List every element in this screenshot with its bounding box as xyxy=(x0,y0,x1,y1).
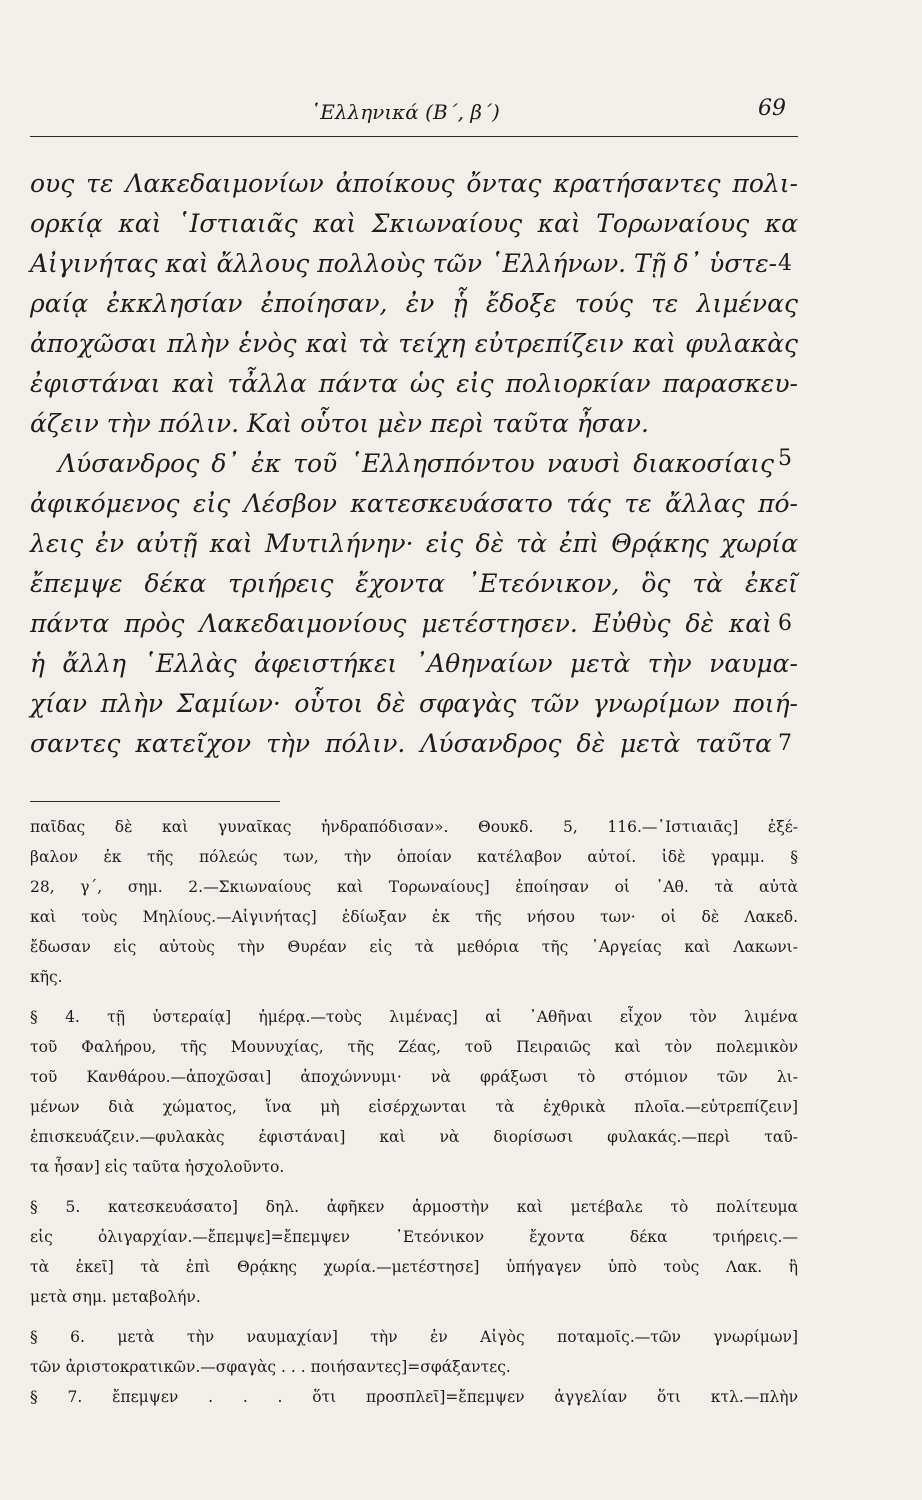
main-text-line: ἔπεμψε δέκα τριήρεις ἔχοντα ᾿Ετεόνικον, ὃς τὰ ἐκεῖ xyxy=(30,569,798,598)
main-text-line: ορκίᾳ καὶ ῾Ιστιαιᾶς καὶ Σκιωναίους καὶ Τορωναίους κα xyxy=(30,209,798,238)
footnote-line: ἐπισκευάζειν.—φυλακὰς ἐφιστάναι] καὶ νὰ διορίσωσι φυλακάς.—περὶ ταῦ- xyxy=(30,1128,798,1146)
section-number: 7 xyxy=(778,731,792,756)
footnote-line: εἰς ὀλιγαρχίαν.—ἔπεμψε]=ἔπεμψεν ᾿Ετεόνικον ἔχοντα δέκα τριήρεις.— xyxy=(30,1228,798,1246)
main-text-line: χίαν πλὴν Σαμίων· οὗτοι δὲ σφαγὰς τῶν γνωρίμων ποιή- xyxy=(30,689,798,718)
section-number: 6 xyxy=(778,611,792,636)
footnote-line: κῆς. xyxy=(30,968,63,986)
footnote-line: καὶ τοὺς Μηλίους.—Αἰγινήτας] ἐδίωξαν ἐκ τῆς νήσου των· οἱ δὲ Λακεδ. xyxy=(30,908,798,926)
main-text-line: ἀποχῶσαι πλὴν ἑνὸς καὶ τὰ τείχη εὐτρεπίζειν καὶ φυλακὰς xyxy=(30,329,798,358)
footnote-line: § 6. μετὰ τὴν ναυμαχίαν] τὴν ἐν Αἰγὸς ποταμοῖς.—τῶν γνωρίμων] xyxy=(30,1328,798,1346)
footnote-line: § 4. τῇ ὑστεραίᾳ] ἡμέρᾳ.—τοὺς λιμένας] αἱ ᾿Αθῆναι εἶχον τὸν λιμένα xyxy=(30,1008,798,1026)
main-text-line: ους τε Λακεδαιμονίων ἀποίκους ὄντας κρατήσαντες πολι- xyxy=(30,169,798,198)
footnote-line: ἔδωσαν εἰς αὐτοὺς τὴν Θυρέαν εἰς τὰ μεθόρια τῆς ᾿Αργείας καὶ Λακωνι- xyxy=(30,938,798,956)
main-text-line: ἡ ἄλλη ῾Ελλὰς ἀφειστήκει ᾿Αθηναίων μετὰ τὴν ναυμα- xyxy=(30,649,798,678)
section-number: 4 xyxy=(778,251,792,276)
footnote-line: § 5. κατεσκευάσατο] δηλ. ἀφῆκεν ἁρμοστὴν καὶ μετέβαλε τὸ πολίτευμα xyxy=(30,1198,798,1216)
main-text-line: σαντες κατεῖχον τὴν πόλιν. Λύσανδρος δὲ μετὰ ταῦτα xyxy=(30,729,772,758)
running-header: ῾Ελληνικά (Β΄, β΄) xyxy=(310,100,500,124)
main-text-line: ραίᾳ ἐκκλησίαν ἐποίησαν, ἐν ᾗ ἔδοξε τούς τε λιμένας xyxy=(30,289,798,318)
footnote-line: μένων διὰ χώματος, ἵνα μὴ εἰσέρχωνται τὰ ἐχθρικὰ πλοῖα.—εὐτρεπίζειν] xyxy=(30,1098,798,1116)
footnote-line: βαλον ἐκ τῆς πόλεώς των, τὴν ὁποίαν κατέλαβον αὐτοί. ἰδὲ γραμμ. § xyxy=(30,848,798,866)
footnote-rule xyxy=(30,801,280,802)
main-text-line: Λύσανδρος δ᾽ ἐκ τοῦ ῾Ελλησπόντου ναυσὶ διακοσίαις xyxy=(58,449,774,478)
footnote-line: τῶν ἀριστοκρατικῶν.—σφαγὰς . . . ποιήσαντες]=σφάξαντες. xyxy=(30,1358,511,1376)
footnote-line: τοῦ Κανθάρου.—ἀποχῶσαι] ἀποχώννυμι· νὰ φράξωσι τὸ στόμιον τῶν λι- xyxy=(30,1068,798,1086)
footnote-line: παῖδας δὲ καὶ γυναῖκας ἠνδραπόδισαν». Θουκδ. 5, 116.—῾Ιστιαιᾶς] ἐξέ- xyxy=(30,818,798,836)
section-number: 5 xyxy=(778,446,792,471)
footnote-line: μετὰ σημ. μεταβολήν. xyxy=(30,1288,201,1306)
footnote-line: § 7. ἔπεμψεν . . . ὅτι προσπλεῖ]=ἔπεμψεν ἀγγελίαν ὅτι κτλ.—πλὴν xyxy=(30,1388,798,1406)
page-number: 69 xyxy=(758,96,786,121)
footnote-line: τα ἦσαν] εἰς ταῦτα ἠσχολοῦντο. xyxy=(30,1158,285,1176)
main-text-line: Αἰγινήτας καὶ ἄλλους πολλοὺς τῶν ῾Ελλήνων. Τῇ δ᾽ ὑστε- xyxy=(30,249,778,278)
main-text-line: ἐφιστάναι καὶ τἆλλα πάντα ὡς εἰς πολιορκίαν παρασκευ- xyxy=(30,369,798,398)
footnote-line: τοῦ Φαλήρου, τῆς Μουνυχίας, τῆς Ζέας, τοῦ Πειραιῶς καὶ τὸν πολεμικὸν xyxy=(30,1038,798,1056)
footnote-line: 28, γ΄, σημ. 2.—Σκιωναίους καὶ Τορωναίους] ἐποίησαν οἱ ᾿Αθ. τὰ αὐτὰ xyxy=(30,878,798,896)
main-text-line: πάντα πρὸς Λακεδαιμονίους μετέστησεν. Εὐθὺς δὲ καὶ xyxy=(30,609,772,638)
footnote-line: τὰ ἐκεῖ] τὰ ἐπὶ Θρᾴκης χωρία.—μετέστησε] ὑπήγαγεν ὑπὸ τοὺς Λακ. ἢ xyxy=(30,1258,798,1276)
main-text-line: λεις ἐν αὐτῇ καὶ Μυτιλήνην· εἰς δὲ τὰ ἐπὶ Θρᾴκης χωρία xyxy=(30,529,798,558)
main-text-line: άζειν τὴν πόλιν. Καὶ οὗτοι μὲν περὶ ταῦτα ἦσαν. xyxy=(30,409,649,438)
main-text-line: ἀφικόμενος εἰς Λέσβον κατεσκευάσατο τάς τε ἄλλας πό- xyxy=(30,489,798,518)
header-rule xyxy=(30,136,798,137)
